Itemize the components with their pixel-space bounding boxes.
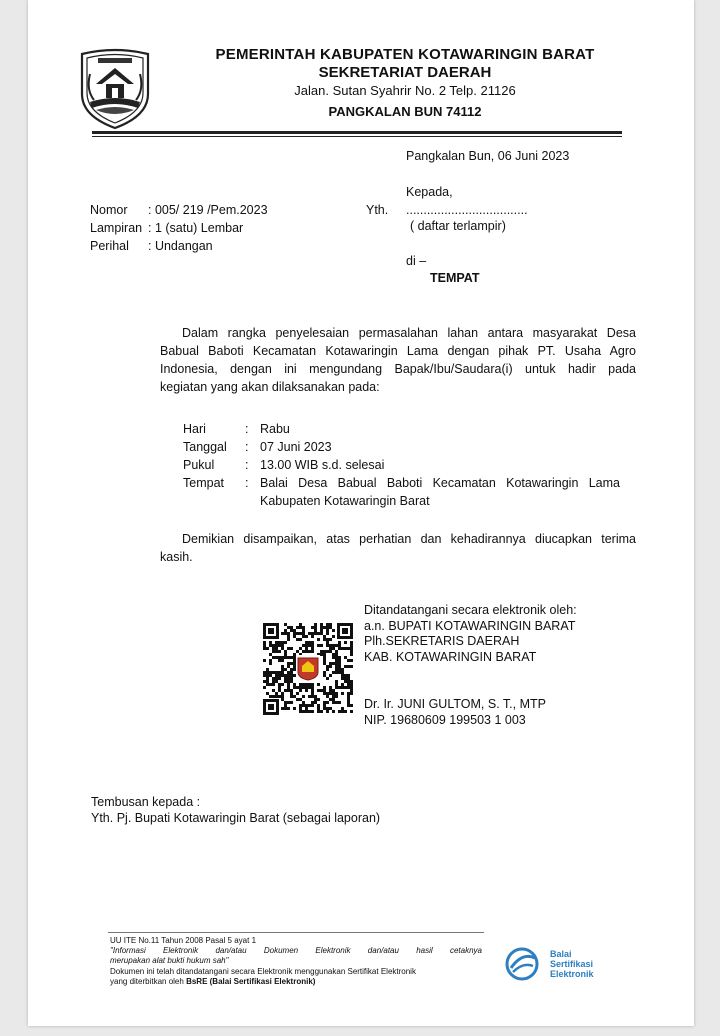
hari-value: Rabu [260, 422, 290, 436]
lampiran-value: : 1 (satu) Lembar [148, 221, 244, 235]
bsre-logo [503, 944, 613, 984]
header-rule-thin [92, 136, 622, 137]
recipient-yth: Yth. [366, 203, 389, 217]
perihal-label: Perihal [90, 239, 129, 253]
signatory-nip: NIP. 19680609 199503 1 003 [364, 713, 526, 727]
lampiran-label: Lampiran [90, 221, 143, 235]
tembusan-label: Tembusan kepada : [91, 795, 201, 809]
bsre-line2: Sertifikasi [550, 959, 594, 969]
footer-issuer-prefix: yang diterbitkan oleh [110, 977, 187, 986]
recipient-tempat: TEMPAT [430, 271, 480, 285]
tempat-value-line1: Balai Desa Babual Baboti Kecamatan Kotawaringin Lama [260, 476, 620, 490]
bsre-line3: Elektronik [550, 969, 594, 979]
bsre-line1: Balai [550, 949, 572, 959]
tanggal-value: 07 Juni 2023 [260, 440, 332, 454]
body-paragraph-2 [160, 530, 636, 566]
signature-line4: KAB. KOTAWARINGIN BARAT [364, 650, 537, 664]
para1-line2: Babual Baboti Kecamatan Kotawaringin Lama dengan pihak PT. Usaha Agro [160, 344, 636, 358]
recipient-kepada: Kepada, [406, 185, 453, 199]
perihal-value: : Undangan [148, 239, 213, 253]
tempat-label: Tempat [183, 476, 224, 490]
recipient-note: ( daftar terlampir) [410, 219, 506, 233]
signature-line3: Plh.SEKRETARIS DAERAH [364, 634, 520, 648]
para2-line2: kasih. [160, 550, 193, 564]
tanggal-label: Tanggal [183, 440, 227, 454]
nomor-label: Nomor [90, 203, 128, 217]
header-address: Jalan. Sutan Syahrir No. 2 Telp. 21126 [294, 83, 516, 98]
footer-statement: Dokumen ini telah ditandatangani secara Elektronik menggunakan Sertifikat Elektronik [110, 967, 416, 976]
footer-rule [108, 932, 484, 933]
header-government: PEMERINTAH KABUPATEN KOTAWARINGIN BARAT [215, 46, 595, 63]
recipient-di: di – [406, 254, 427, 268]
tempat-value-line2: Kabupaten Kotawaringin Barat [260, 494, 430, 508]
para2-line1: Demikian disampaikan, atas perhatian dan kehadirannya diucapkan terima [182, 532, 636, 546]
footer-law: UU ITE No.11 Tahun 2008 Pasal 5 ayat 1 [110, 936, 257, 945]
signatory-name: Dr. Ir. JUNI GULTOM, S. T., MTP [364, 697, 546, 711]
recipient-dots: ................................... [406, 203, 528, 217]
hari-colon: : [245, 422, 249, 436]
tempat-colon: : [245, 476, 249, 490]
qr-code-icon [262, 622, 354, 716]
pukul-label: Pukul [183, 458, 215, 472]
signature-line2: a.n. BUPATI KOTAWARINGIN BARAT [364, 619, 576, 633]
letter-date: Pangkalan Bun, 06 Juni 2023 [406, 149, 570, 163]
letter-page [28, 0, 694, 1026]
pukul-colon: : [245, 458, 249, 472]
footer-issuer-name: BsRE (Balai Sertifikasi Elektronik) [186, 977, 316, 986]
signature-line1: Ditandatangani secara elektronik oleh: [364, 603, 577, 617]
para1-line1: Dalam rangka penyelesaian permasalahan lahan antara masyarakat Desa [182, 326, 636, 340]
tanggal-colon: : [245, 440, 249, 454]
hari-label: Hari [183, 422, 206, 436]
para1-line4: kegiatan yang akan dilaksanakan pada: [160, 380, 380, 394]
pukul-value: 13.00 WIB s.d. selesai [260, 458, 385, 472]
nomor-value: : 005/ 219 /Pem.2023 [148, 203, 268, 217]
footer-quote-2: merupakan alat bukti hukum sah" [110, 956, 229, 965]
para1-line3: Indonesia, dengan ini mengundang Bapak/Ibu/Saudara(i) untuk hadir pada [160, 362, 636, 376]
body-paragraph-1 [160, 324, 636, 396]
tembusan-item: Yth. Pj. Bupati Kotawaringin Barat (sebagai laporan) [91, 811, 381, 825]
header-secretariat: SEKRETARIAT DAERAH [318, 64, 492, 81]
header-city: PANGKALAN BUN 74112 [328, 104, 482, 119]
footer-quote-1: "Informasi Elektronik dan/atau Dokumen Elektronik dan/atau hasil cetaknya [110, 946, 482, 955]
footer-issuer [110, 977, 315, 986]
header-rule-thick [92, 131, 622, 134]
